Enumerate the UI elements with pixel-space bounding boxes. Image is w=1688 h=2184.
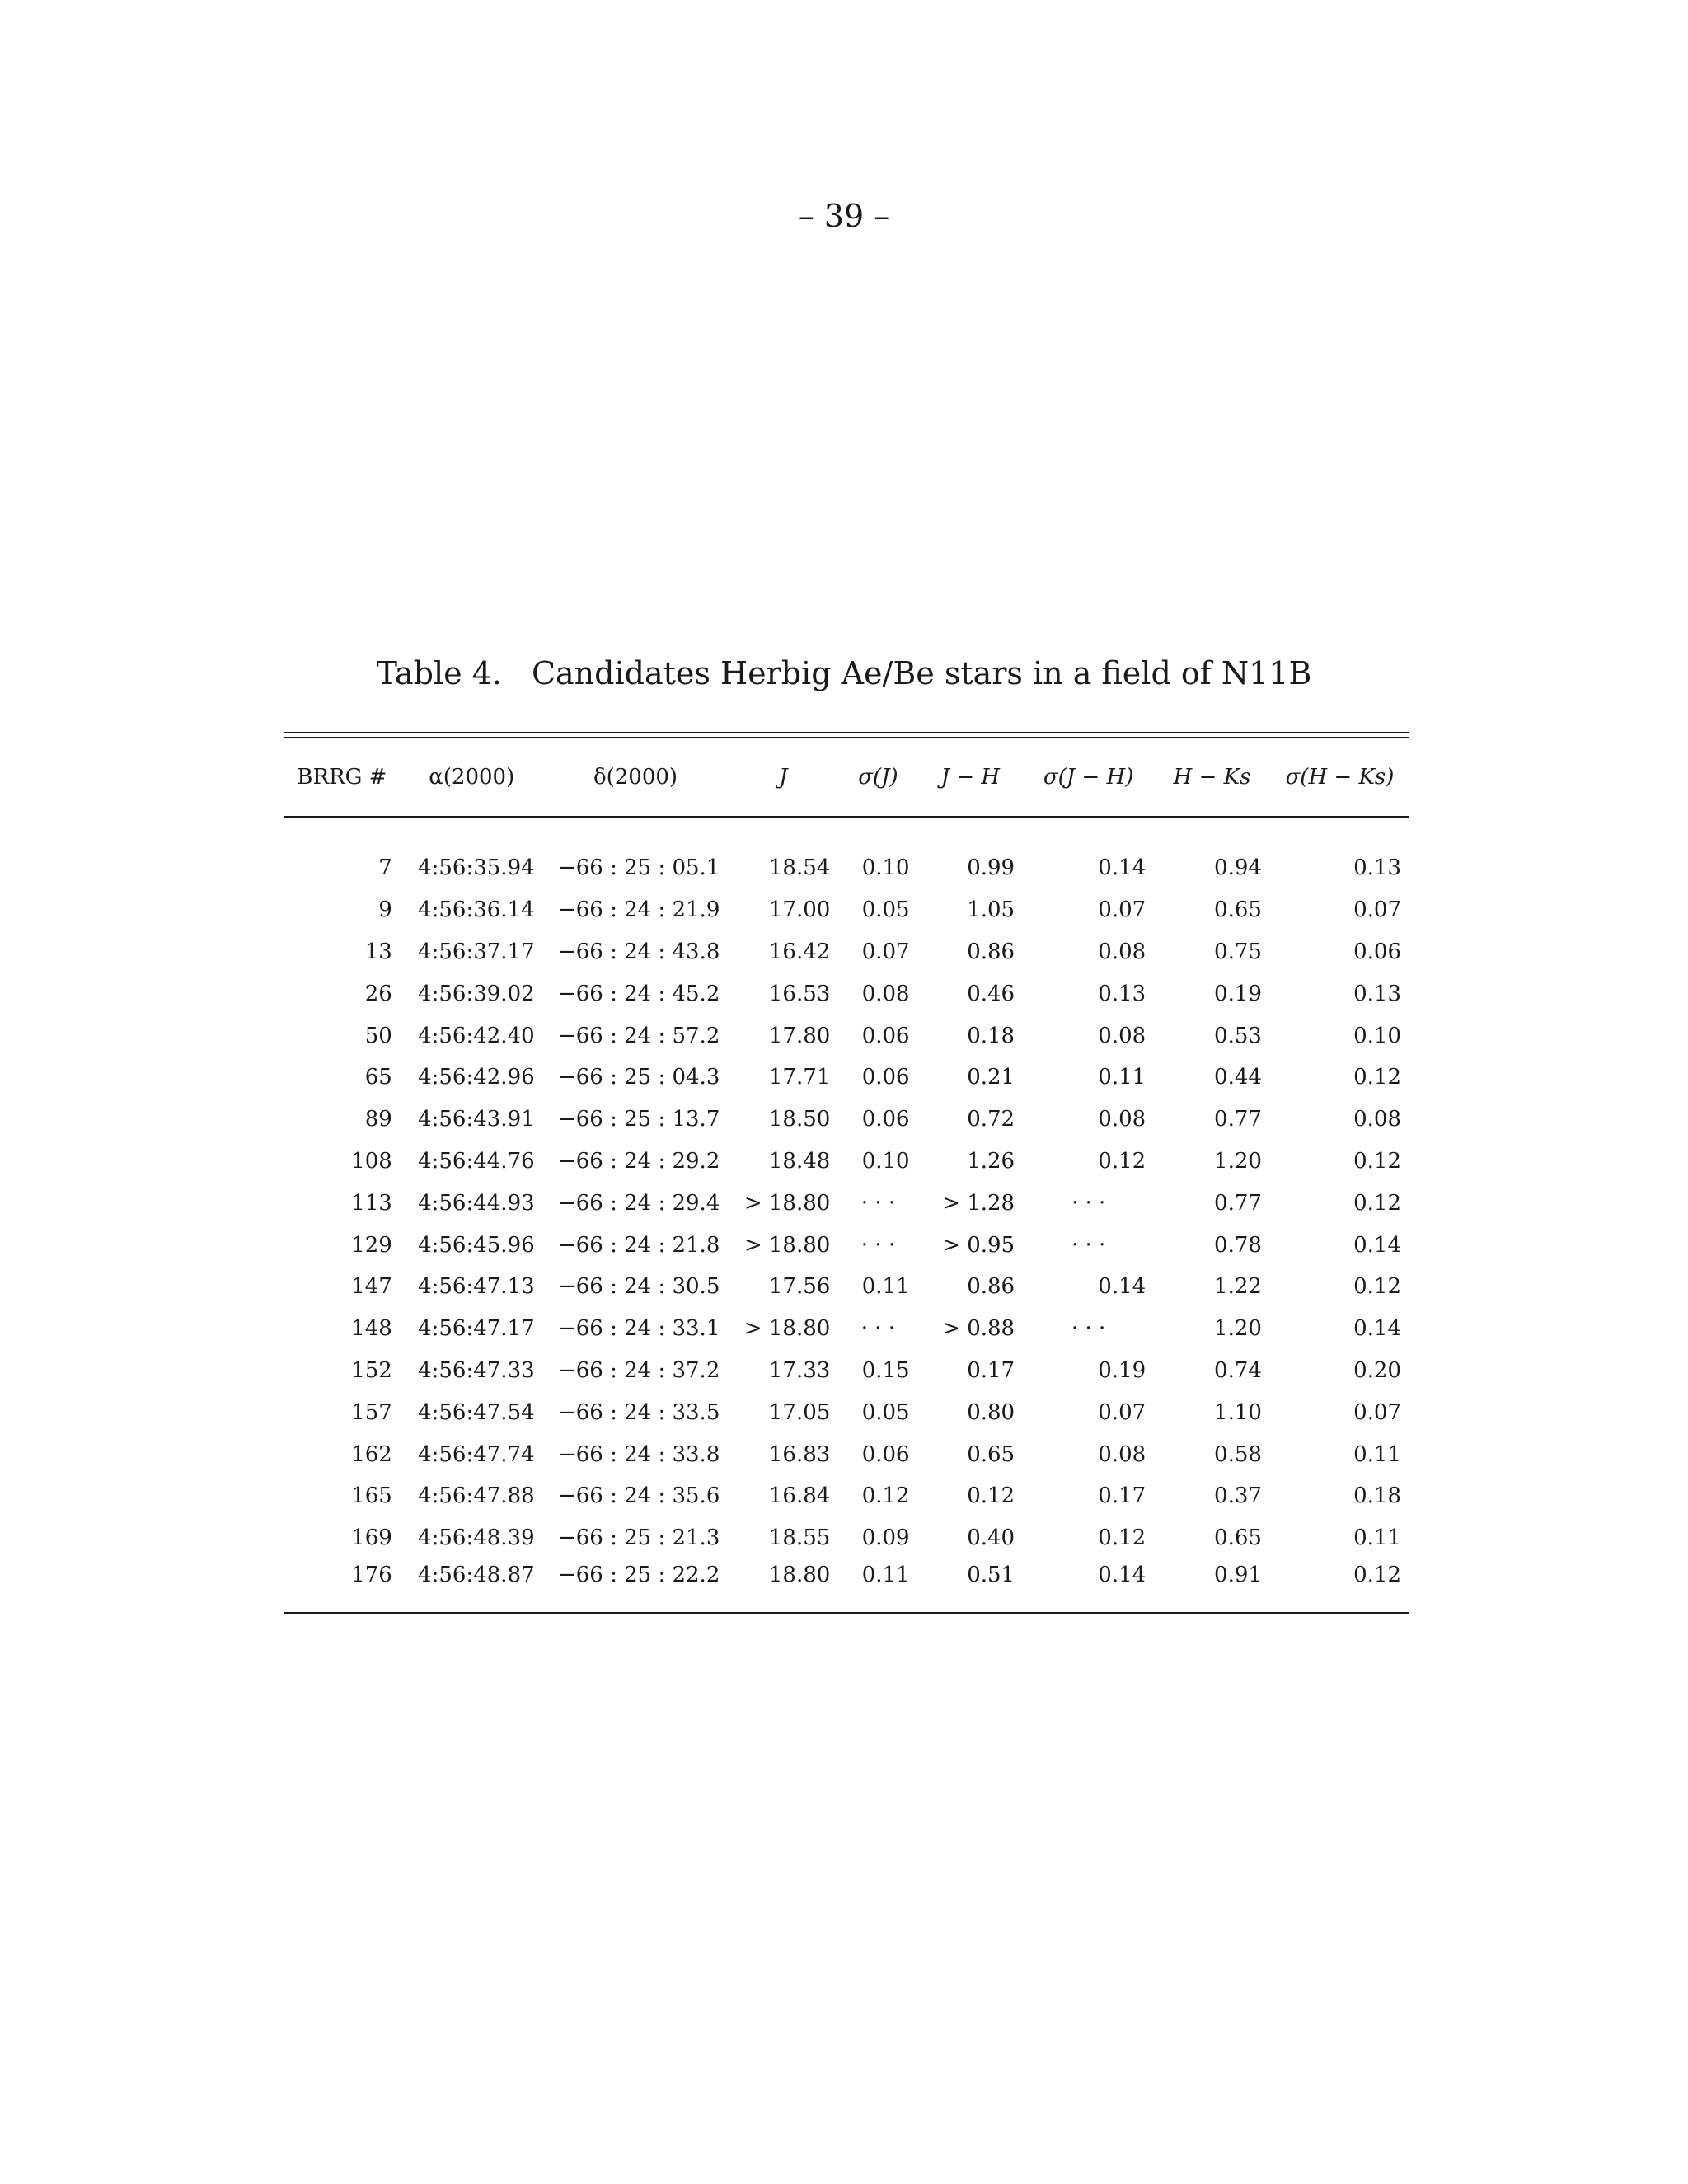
table-cell: 0.12 [1098,1148,1146,1174]
table-caption [0,655,1688,691]
table-cell: 0.40 [967,1526,1015,1551]
table-cell: −66 : 24 : 21.9 [557,898,720,923]
header-h-ks: H − Ks [1154,738,1270,817]
header-ra: α(2000) [401,738,543,817]
table-cell: 0.07 [861,939,910,964]
table-cell: 0.53 [1214,1023,1262,1048]
table-cell: > 18.80 [743,1190,831,1216]
table-cell: 0.86 [967,1274,1015,1300]
table-cell: 0.14 [1098,1562,1146,1587]
table-cell: · · · [860,1316,896,1342]
table-cell: 0.06 [861,1065,910,1090]
table-cell: 0.08 [1098,1023,1146,1048]
table-row [284,1015,1409,1057]
table-row [284,1433,1409,1475]
header-j: J [728,738,838,817]
data-table-container [284,732,1409,1614]
table-cell: −66 : 24 : 57.2 [557,1023,720,1048]
table-cell: 9 [378,898,392,923]
table-cell: 4:56:47.17 [418,1316,535,1342]
table-cell: 0.11 [1353,1441,1401,1467]
table-cell: 0.78 [1214,1232,1262,1258]
table-cell: −66 : 25 : 22.2 [557,1562,720,1587]
table-cell: 1.20 [1214,1316,1262,1342]
table-title: Candidates Herbig Ae/Be stars in a field of N11B [531,655,1312,691]
table-cell: 0.07 [1353,898,1401,923]
table-cell: 17.80 [768,1023,831,1048]
table-cell: 0.14 [1353,1316,1401,1342]
table-cell: 157 [351,1399,392,1425]
table-row [284,931,1409,973]
table-cell: 0.51 [967,1562,1015,1587]
table-cell: 0.17 [1098,1483,1146,1509]
table-row [284,1224,1409,1266]
table-header-row [284,738,1409,817]
table-cell: −66 : 24 : 30.5 [557,1274,720,1300]
table-cell: 0.05 [861,1399,910,1425]
table-cell: 0.77 [1214,1190,1262,1216]
table-cell: 4:56:44.93 [418,1190,535,1216]
table-cell: 0.06 [1353,939,1401,964]
table-cell: 17.33 [768,1357,831,1383]
table-cell: 4:56:39.02 [418,981,535,1006]
table-cell: 0.80 [967,1399,1015,1425]
table-cell: 0.12 [1353,1148,1401,1174]
table-cell: −66 : 24 : 33.8 [557,1441,720,1467]
table-cell: 18.55 [768,1526,831,1551]
table-cell: 0.19 [1214,981,1262,1006]
table-cell: 0.06 [861,1023,910,1048]
table-cell: 0.13 [1098,981,1146,1006]
table-cell: 0.18 [1353,1483,1401,1509]
table-cell: 0.11 [861,1562,910,1587]
table-cell: 0.12 [1353,1562,1401,1587]
table-cell: 4:56:47.33 [418,1357,535,1383]
table-row [284,1057,1409,1099]
table-cell: 108 [351,1148,392,1174]
header-sigma-j-h: σ(J − H) [1023,738,1154,817]
table-cell: 13 [364,939,392,964]
table-cell: 0.94 [1214,855,1262,881]
table-cell: 0.74 [1214,1357,1262,1383]
table-cell: 0.11 [1098,1065,1146,1090]
table-cell: 50 [364,1023,392,1048]
table-cell: 152 [351,1357,392,1383]
table-cell: 0.65 [967,1441,1015,1467]
table-cell: 4:56:47.13 [418,1274,535,1300]
table-cell: 0.08 [861,981,910,1006]
table-cell: 4:56:36.14 [418,898,535,923]
table-row [284,972,1409,1015]
table-row [284,1350,1409,1392]
table-cell: 0.08 [1098,1441,1146,1467]
table-cell: 0.99 [967,855,1015,881]
table-cell: 0.17 [967,1357,1015,1383]
table-row [284,1141,1409,1183]
table-cell: 0.07 [1098,1399,1146,1425]
table-cell: 0.14 [1353,1232,1401,1258]
table-cell: 0.77 [1214,1107,1262,1132]
table-cell: 0.20 [1353,1357,1401,1383]
table-cell: −66 : 24 : 29.4 [557,1190,720,1216]
table-cell: 17.05 [768,1399,831,1425]
table-cell: 162 [351,1441,392,1467]
table-cell: −66 : 24 : 33.1 [557,1316,720,1342]
table-cell: 0.65 [1214,898,1262,923]
table-cell: −66 : 24 : 35.6 [557,1483,720,1509]
table-cell: 17.71 [768,1065,831,1090]
table-cell: −66 : 24 : 37.2 [557,1357,720,1383]
table-cell: 0.08 [1353,1107,1401,1132]
table-cell: 0.10 [861,1148,910,1174]
table-cell: 17.00 [768,898,831,923]
table-cell: 0.11 [1353,1526,1401,1551]
table-cell: 4:56:47.74 [418,1441,535,1467]
table-cell: −66 : 25 : 21.3 [557,1526,720,1551]
table-cell: 0.13 [1353,981,1401,1006]
table-cell: 147 [351,1274,392,1300]
table-cell: −66 : 24 : 21.8 [557,1232,720,1258]
table-cell: 18.80 [768,1562,831,1587]
table-cell: 65 [364,1065,392,1090]
table-cell: 18.50 [768,1107,831,1132]
table-cell: · · · [860,1190,896,1216]
table-cell: 7 [378,855,392,881]
table-cell: 0.06 [861,1107,910,1132]
table-row [284,1182,1409,1224]
header-dec: δ(2000) [543,738,729,817]
table-cell: 0.14 [1098,855,1146,881]
header-j-h: J − H [918,738,1024,817]
table-cell: 0.06 [861,1441,910,1467]
table-cell: > 1.28 [942,1190,1015,1216]
table-row [284,847,1409,889]
table-cell: 26 [364,981,392,1006]
table-cell: 0.72 [967,1107,1015,1132]
table-row [284,1266,1409,1308]
table-cell: > 18.80 [743,1232,831,1258]
table-cell: 0.08 [1098,1107,1146,1132]
table-row [284,1099,1409,1141]
table-cell: 16.53 [768,981,831,1006]
table-cell: 0.12 [1353,1190,1401,1216]
table-cell: 1.05 [967,898,1015,923]
table-cell: 0.44 [1214,1065,1262,1090]
table-cell: −66 : 24 : 33.5 [557,1399,720,1425]
table-cell: 4:56:47.54 [418,1399,535,1425]
table-cell: 1.10 [1214,1399,1262,1425]
table-cell: 4:56:44.76 [418,1148,535,1174]
table-cell: 17.56 [768,1274,831,1300]
table-cell: 4:56:48.39 [418,1526,535,1551]
herbig-candidates-table [284,738,1409,1612]
table-cell: 0.10 [861,855,910,881]
table-cell: 1.22 [1214,1274,1262,1300]
table-cell: 0.91 [1214,1562,1262,1587]
table-body [284,817,1409,1612]
table-cell: 0.12 [1353,1274,1401,1300]
table-cell: −66 : 24 : 45.2 [557,981,720,1006]
table-cell: 0.07 [1353,1399,1401,1425]
table-cell: > 18.80 [743,1316,831,1342]
table-cell: 0.12 [1098,1526,1146,1551]
table-row [284,1475,1409,1517]
table-top-rule [284,732,1409,738]
table-cell: 113 [351,1190,392,1216]
table-cell: 18.54 [768,855,831,881]
header-sigma-h-ks: σ(H − Ks) [1270,738,1409,817]
table-cell: 0.14 [1098,1274,1146,1300]
table-cell: · · · [1071,1232,1106,1258]
table-cell: 0.07 [1098,898,1146,923]
table-cell: 0.15 [861,1357,910,1383]
table-cell: 1.26 [967,1148,1015,1174]
table-cell: 0.09 [861,1526,910,1551]
table-cell: 0.21 [967,1065,1015,1090]
table-cell: 0.08 [1098,939,1146,964]
table-cell: · · · [1071,1190,1106,1216]
header-brrg: BRRG # [284,738,401,817]
table-cell: 0.75 [1214,939,1262,964]
table-cell: 16.42 [768,939,831,964]
table-cell: 16.84 [768,1483,831,1509]
table-row [284,1559,1409,1612]
table-cell: −66 : 25 : 13.7 [557,1107,720,1132]
table-cell: · · · [1071,1316,1106,1342]
table-cell: 129 [351,1232,392,1258]
table-cell: −66 : 24 : 43.8 [557,939,720,964]
table-cell: > 0.88 [942,1316,1015,1342]
table-cell: 4:56:37.17 [418,939,535,964]
table-cell: 0.05 [861,898,910,923]
table-cell: 0.13 [1353,855,1401,881]
table-cell: 0.18 [967,1023,1015,1048]
header-sigma-j: σ(J) [838,738,917,817]
table-cell: 89 [364,1107,392,1132]
table-cell: · · · [860,1232,896,1258]
table-cell: 4:56:42.96 [418,1065,535,1090]
table-label: Table 4. [376,655,502,691]
table-cell: 0.11 [861,1274,910,1300]
table-cell: 0.12 [967,1483,1015,1509]
table-cell: 4:56:47.88 [418,1483,535,1509]
table-row [284,889,1409,931]
table-cell: −66 : 25 : 05.1 [557,855,720,881]
table-cell: 4:56:48.87 [418,1562,535,1587]
table-cell: 0.19 [1098,1357,1146,1383]
table-row [284,1308,1409,1350]
page-number: – 39 – [798,198,890,234]
table-cell: 4:56:42.40 [418,1023,535,1048]
table-cell: 4:56:43.91 [418,1107,535,1132]
table-cell: 1.20 [1214,1148,1262,1174]
table-cell: 0.37 [1214,1483,1262,1509]
table-cell: 165 [351,1483,392,1509]
table-spacer-row [284,817,1409,847]
table-cell: 16.83 [768,1441,831,1467]
table-cell: −66 : 24 : 29.2 [557,1148,720,1174]
table-cell: −66 : 25 : 04.3 [557,1065,720,1090]
table-cell: 4:56:45.96 [418,1232,535,1258]
table-cell: 18.48 [768,1148,831,1174]
table-cell: 0.58 [1214,1441,1262,1467]
table-cell: 4:56:35.94 [418,855,535,881]
table-cell: 0.12 [1353,1065,1401,1090]
table-cell: 0.65 [1214,1526,1262,1551]
table-cell: 148 [351,1316,392,1342]
table-cell: 0.86 [967,939,1015,964]
table-cell: 176 [351,1562,392,1587]
table-cell: 169 [351,1526,392,1551]
table-cell: > 0.95 [942,1232,1015,1258]
table-cell: 0.12 [861,1483,910,1509]
table-bottom-rule [284,1612,1409,1614]
table-cell: 0.10 [1353,1023,1401,1048]
table-cell: 0.46 [967,981,1015,1006]
table-row [284,1517,1409,1559]
table-row [284,1391,1409,1433]
